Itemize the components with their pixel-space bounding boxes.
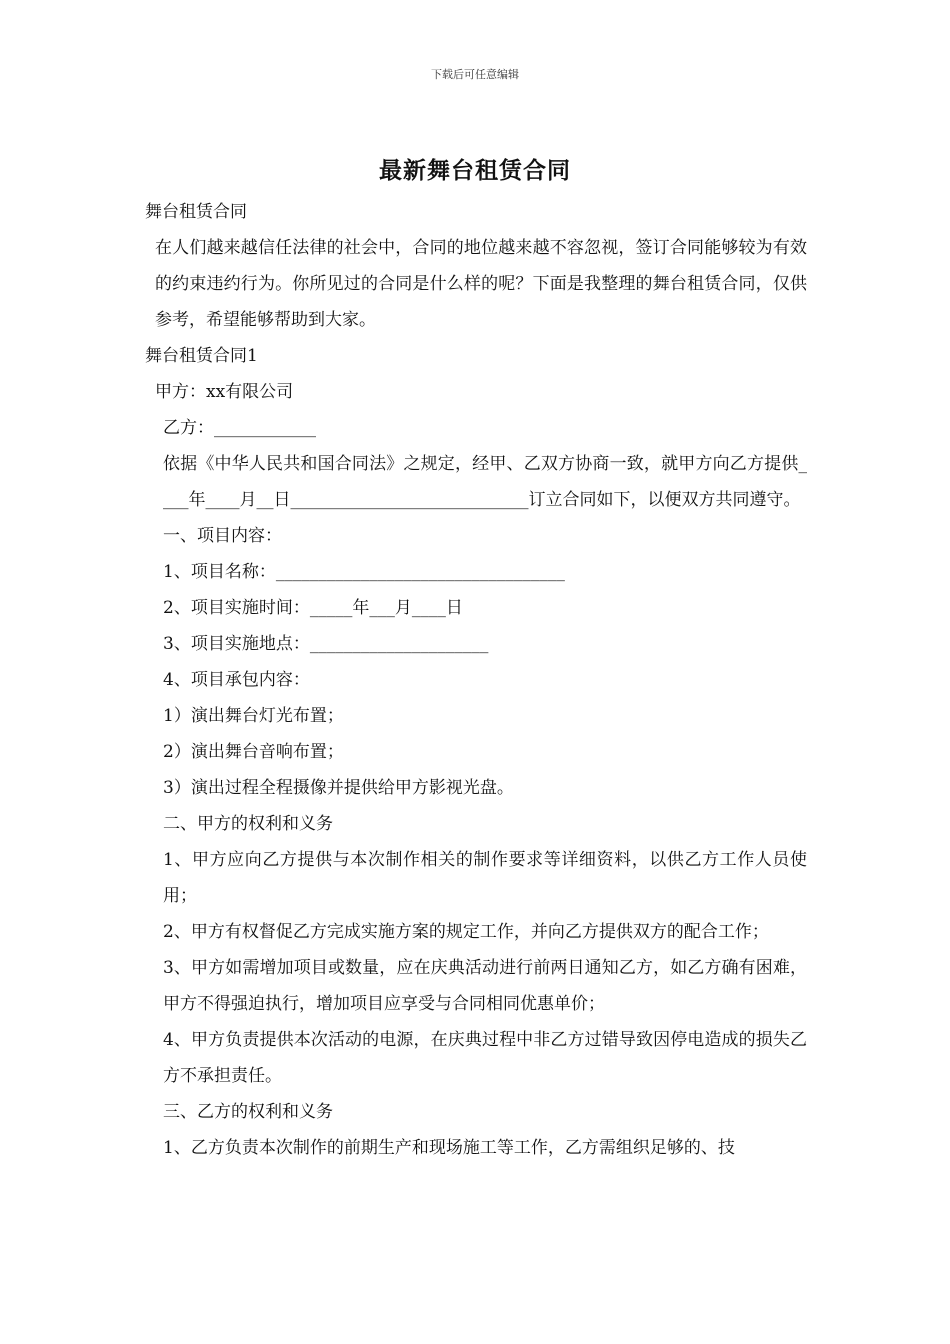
paragraph: 2、甲方有权督促乙方完成实施方案的规定工作，并向乙方提供双方的配合工作； [163, 922, 769, 942]
paragraph: 3、项目实施地点：_____________________ [163, 634, 489, 654]
paragraph: 舞台租赁合同 [145, 202, 247, 222]
paragraph: 依据《中华人民共和国合同法》之规定，经甲、乙双方协商一致，就甲方向乙方提供____年____月__日____________________________订立合同如下，以便双方共同遵守。 [163, 454, 807, 510]
paragraph: 二、甲方的权利和义务 [163, 814, 333, 834]
document-title: 最新舞台租赁合同 [379, 157, 571, 184]
paragraph: 4、甲方负责提供本次活动的电源，在庆典过程中非乙方过错导致因停电造成的损失乙方不承担责任。 [163, 1030, 807, 1086]
paragraph: 1、乙方负责本次制作的前期生产和现场施工等工作，乙方需组织足够的、技 [163, 1138, 735, 1158]
paragraph: 4、项目承包内容： [163, 670, 310, 690]
paragraph: 2、项目实施时间：_____年___月____日 [163, 598, 463, 618]
paragraph: 三、乙方的权利和义务 [163, 1102, 333, 1122]
paragraph: 1、项目名称：__________________________________ [163, 562, 565, 582]
paragraph: 一、项目内容： [163, 526, 282, 546]
paragraph: 在人们越来越信任法律的社会中，合同的地位越来越不容忽视，签订合同能够较为有效的约束违约行为。你所见过的合同是什么样的呢？下面是我整理的舞台租赁合同，仅供参考，希望能够帮助到大家。 [155, 238, 807, 330]
paragraph: 2）演出舞台音响布置； [163, 742, 344, 762]
paragraph: 1）演出舞台灯光布置； [163, 706, 344, 726]
paragraph: 乙方：____________ [163, 418, 316, 438]
paragraph: 3、甲方如需增加项目或数量，应在庆典活动进行前两日通知乙方，如乙方确有困难，甲方不得强迫执行，增加项目应享受与合同相同优惠单价； [163, 958, 807, 1014]
document-body [145, 194, 807, 1166]
header-note: 下载后可任意编辑 [431, 68, 519, 81]
paragraph: 1、甲方应向乙方提供与本次制作相关的制作要求等详细资料，以供乙方工作人员使用； [163, 850, 807, 906]
paragraph: 舞台租赁合同1 [145, 346, 258, 366]
paragraph: 甲方：xx有限公司 [155, 382, 294, 402]
paragraph: 3）演出过程全程摄像并提供给甲方影视光盘。 [163, 778, 514, 798]
